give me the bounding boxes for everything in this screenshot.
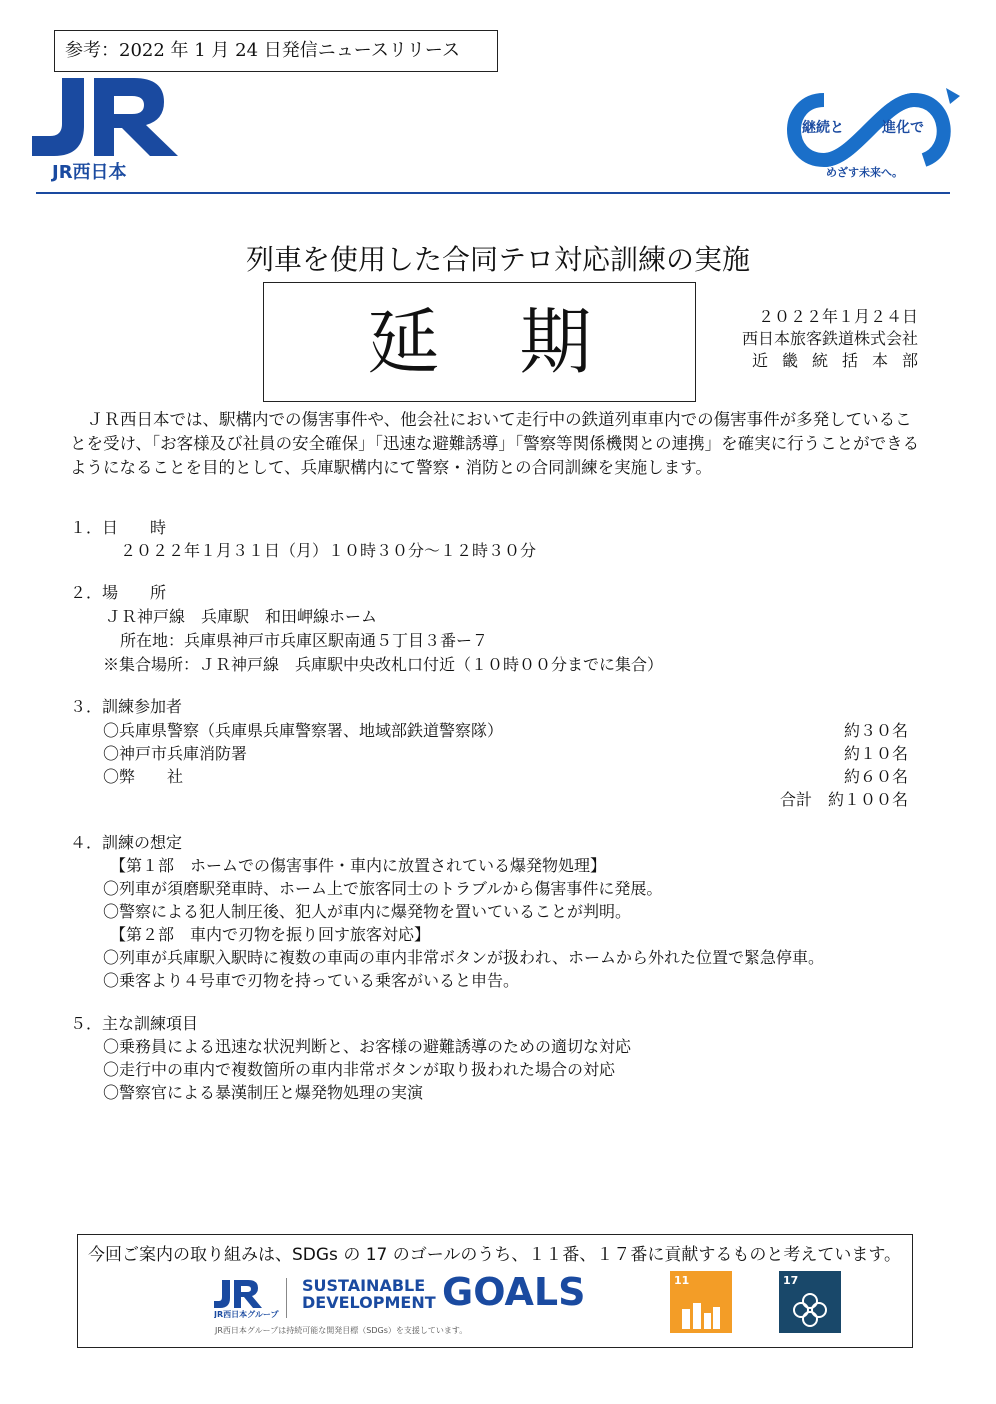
page-title: 列車を使用した合同テロ対応訓練の実施 bbox=[245, 243, 750, 276]
reference-note: 参考：2022 年 1 月 24 日発信ニュースリリース bbox=[54, 30, 498, 72]
participant-name: 〇神戸市兵庫消防署 bbox=[103, 744, 248, 763]
svg-text:めざす未来へ。: めざす未来へ。 bbox=[826, 166, 903, 179]
participant-count: 約６０名 bbox=[843, 767, 908, 786]
sdg-goal-17-tile: 17 bbox=[779, 1271, 841, 1333]
company-logo-text: JR西日本 bbox=[52, 162, 127, 183]
issuer-company: 西日本旅客鉄道株式会社 bbox=[741, 329, 918, 348]
scenario-line: 〇列車が兵庫駅入駅時に複数の車両の車内非常ボタンが扱われ、ホームから外れた位置で緊急停車。 bbox=[103, 948, 824, 967]
svg-text:JR西日本グループ: JR西日本グループ bbox=[214, 1310, 279, 1318]
postponed-stamp: 延期 bbox=[263, 282, 696, 402]
section-1-heading: １．日 時 bbox=[70, 518, 167, 537]
training-item: 〇警察官による暴漢制圧と爆発物処理の実演 bbox=[103, 1083, 424, 1102]
section-2-heading: ２．場 所 bbox=[70, 583, 167, 602]
participant-name: 〇弊 社 bbox=[103, 767, 184, 786]
scenario-line: 〇列車が須磨駅発車時、ホーム上で旅客同士のトラブルから傷害事件に発展。 bbox=[103, 879, 663, 898]
training-item: 〇乗務員による迅速な状況判断と、お客様の避難誘導のための適切な対応 bbox=[103, 1037, 632, 1056]
sdgs-support-note: JR西日本グループは持続可能な開発目標（SDGs）を支援しています。 bbox=[215, 1326, 468, 1335]
section-1-line: ２０２２年１月３１日（月）１０時３０分～１２時３０分 bbox=[120, 541, 537, 560]
issue-date: ２０２２年１月２４日 bbox=[757, 307, 918, 326]
issuer-block bbox=[741, 306, 932, 372]
city-icon bbox=[680, 1301, 722, 1329]
scenario-line: 【第１部 ホームでの傷害事件・車内に放置されている爆発物処理】 bbox=[110, 856, 607, 875]
issuer-division: 近畿統括本部 bbox=[751, 351, 932, 370]
goals-logo-text: GOALS bbox=[442, 1270, 586, 1314]
participant-name: 〇兵庫県警察（兵庫県兵庫警察署、地域部鉄道警察隊） bbox=[103, 721, 504, 740]
scenario-line: 〇乗客より４号車で刃物を持っている乗客がいると申告。 bbox=[103, 971, 520, 990]
section-2-line: ※集合場所：ＪＲ神戸線 兵庫駅中央改札口付近（１０時００分までに集合） bbox=[103, 655, 664, 674]
sdgs-text: 今回ご案内の取り組みは、SDGs の 17 のゴールのうち、１１番、１７番に貢献するものと考えています。 bbox=[88, 1245, 902, 1265]
training-item: 〇走行中の車内で複数箇所の車内非常ボタンが取り扱われた場合の対応 bbox=[103, 1060, 616, 1079]
section-2-line: ＪＲ神戸線 兵庫駅 和田岬線ホーム bbox=[105, 607, 378, 626]
svg-text:進化で: 進化で bbox=[882, 120, 924, 136]
svg-text:継続と: 継続と bbox=[802, 120, 844, 136]
sdgs-logo-text: SUSTAINABLE DEVELOPMENT bbox=[302, 1276, 436, 1312]
infinity-slogan-icon bbox=[774, 80, 964, 180]
scenario-line: 【第２部 車内で刃物を振り回す旅客対応】 bbox=[110, 925, 431, 944]
section-3-heading: ３．訓練参加者 bbox=[70, 697, 183, 716]
participant-total: 合計 約１００名 bbox=[779, 790, 908, 809]
section-2-line: 所在地：兵庫県神戸市兵庫区駅南通５丁目３番ー７ bbox=[120, 631, 489, 650]
sdg-goal-11-tile: 11 bbox=[670, 1271, 732, 1333]
section-4-heading: ４．訓練の想定 bbox=[70, 833, 183, 852]
logo-divider bbox=[286, 1278, 287, 1318]
header-divider bbox=[36, 192, 950, 194]
partnership-icon bbox=[793, 1293, 827, 1327]
scenario-line: 〇警察による犯人制圧後、犯人が車内に爆発物を置いていることが判明。 bbox=[103, 902, 632, 921]
participant-count: 約１０名 bbox=[843, 744, 908, 763]
jr-group-logo-icon bbox=[214, 1278, 294, 1318]
section-5-heading: ５．主な訓練項目 bbox=[70, 1014, 199, 1033]
participant-count: 約３０名 bbox=[843, 721, 908, 740]
intro-paragraph: ＪＲ西日本では、駅構内での傷害事件や、他会社において走行中の鉄道列車車内での傷害事件が多発していることを受け、「お客様及び社員の安全確保」「迅速な避難誘導」「警察等関係機関との連携」を確実に行うことができるようになることを目的として、兵庫駅構内にて警察・消防との合同訓練を実施します。 bbox=[70, 410, 920, 477]
